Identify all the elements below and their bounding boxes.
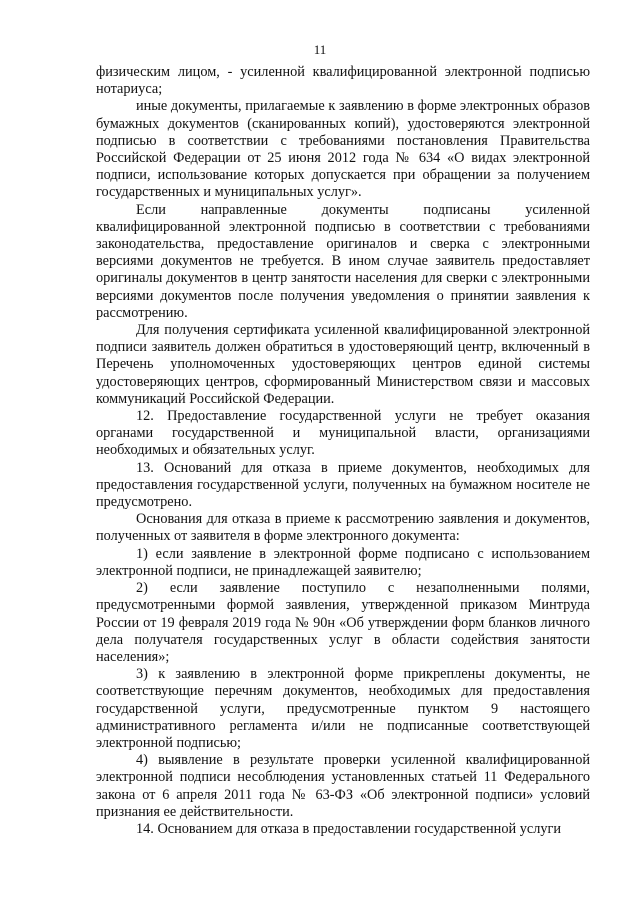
list-item: 4) выявление в результате проверки усиленной квалифицированной электронной подписи несоблюдения установленных статьей 11 Федерального закона от 6 апреля 2011 года № 63-ФЗ «Об электронной подписи» условий признания ее действительности.	[96, 752, 590, 820]
paragraph: 14. Основанием для отказа в предоставлении государственной услуги	[136, 820, 562, 837]
paragraph: 13. Оснований для отказа в приеме документов, необходимых для предоставления государственной услуги, полученных на бумажном носителе не предусмотрено.	[96, 459, 590, 511]
paragraph: 12. Предоставление государственной услуги не требует оказания органами государственной и муниципальной власти, организациями необходимых и обязательных услуг.	[96, 408, 590, 459]
paragraph: Основания для отказа в приеме к рассмотрению заявления и документов, полученных от заявителя в форме электронного документа:	[96, 511, 590, 545]
document-body	[96, 64, 590, 838]
page-number: 11	[313, 42, 327, 57]
list-item: 1) если заявление в электронной форме подписано с использованием электронной подписи, не принадлежащей заявителю;	[96, 545, 590, 579]
paragraph: Если направленные документы подписаны усиленной квалифицированной электронной подписью в соответствии с требованиями законодательства, предоставление оригиналов и сверка с электронными версиями документов не требуется. В ином случае заявитель предоставляет оригиналы документов в центр занятости населения для сверки с электронными версиями документов после получения уведомления о принятии заявления к рассмотрению.	[96, 201, 590, 321]
paragraph: иные документы, прилагаемые к заявлению в форме электронных образов бумажных документов (сканированных копий), удостоверяются электронной подписью в соответствии с требованиями постановления Правительства Российской Федерации от 25 июня 2012 года № 634 «О видах электронной подписи, использование которых допускается при обращении за получением государственных и муниципальных услуг».	[96, 98, 590, 201]
paragraph: физическим лицом, - усиленной квалифицированной электронной подписью нотариуса;	[96, 64, 590, 98]
list-item: 3) к заявлению в электронной форме прикреплены документы, не соответствующие перечням документов, необходимых для предоставления государственной услуги, предусмотренные пунктом 9 настоящего административного регламента и/или не подписанные соответствующей электронной подписью;	[96, 666, 590, 751]
paragraph: Для получения сертификата усиленной квалифицированной электронной подписи заявитель должен обратиться в удостоверяющий центр, включенный в Перечень уполномоченных удостоверяющих центров единой системы удостоверяющих центров, сформированный Министерством связи и массовых коммуникаций Российской Федерации.	[96, 322, 590, 407]
list-item: 2) если заявление поступило с незаполненными полями, предусмотренными формой заявления, утвержденной приказом Минтруда России от 19 февраля 2019 года № 90н «Об утверждении форм бланков личного дела получателя государственных услуг в области содействия занятости населения»;	[96, 580, 590, 665]
